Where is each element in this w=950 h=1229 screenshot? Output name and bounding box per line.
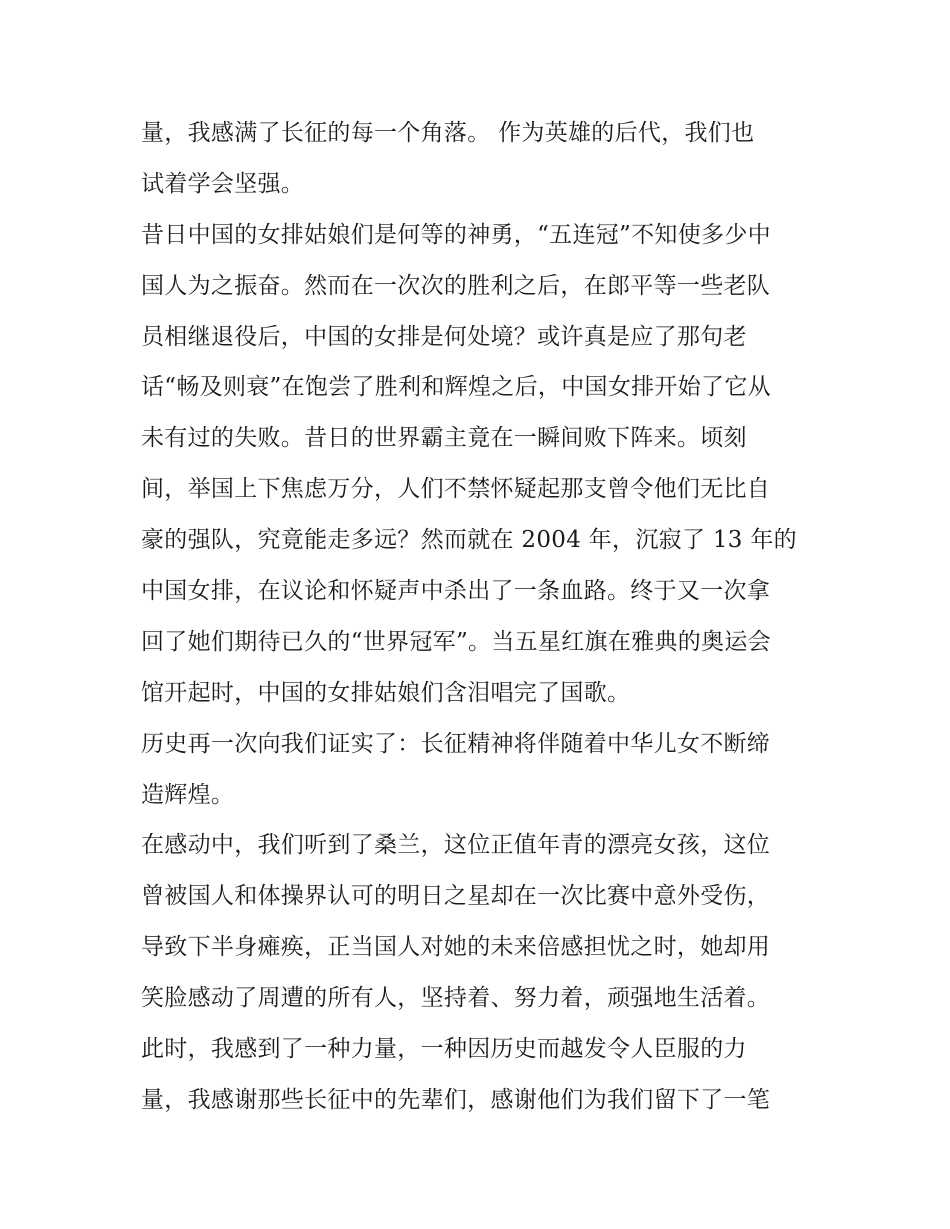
text-line: 历史再一次向我们证实了：长征精神将伴随着中华儿女不断缔 — [141, 730, 771, 757]
text-line: 造辉煌。 — [141, 781, 235, 808]
text-line: 未有过的失败。昔日的世界霸主竟在一瞬间败下阵来。顷刻 — [141, 425, 747, 452]
text-line: 回了她们期待已久的“世界冠军”。当五星红旗在雅典的奥运会 — [141, 628, 771, 655]
text-line: 在感动中，我们听到了桑兰，这位正值年青的漂亮女孩，这位 — [141, 832, 771, 859]
text-line: 笑脸感动了周遭的所有人，坚持着、努力着，顽强地生活着。 — [141, 985, 771, 1012]
text-line: 试着学会坚强。 — [141, 170, 305, 197]
text-line: 导致下半身瘫痪，正当国人对她的未来倍感担忧之时，她却用 — [141, 934, 771, 961]
text-line: 此时，我感到了一种力量，一种因历史而越发令人臣服的力 — [141, 1036, 747, 1063]
text-line: 量，我感谢那些长征中的先辈们，感谢他们为我们留下了一笔 — [141, 1086, 771, 1113]
text-line: 中国女排，在议论和怀疑声中杀出了一条血路。终于又一次拿 — [141, 578, 771, 605]
text-line: 话“畅及则衰”在饱尝了胜利和辉煌之后，中国女排开始了它从 — [141, 374, 771, 401]
text-line: 昔日中国的女排姑娘们是何等的神勇，“五连冠”不知使多少中 — [141, 221, 771, 248]
text-line: 量，我感满了长征的每一个角落。 作为英雄的后代，我们也 — [141, 120, 755, 146]
text-line: 国人为之振奋。然而在一次次的胜利之后，在郎平等一些老队 — [141, 272, 771, 299]
text-line: 豪的强队，究竟能走多远？然而就在 2004 年，沉寂了 13 年的 — [141, 527, 797, 554]
text-line: 员相继退役后，中国的女排是何处境？或许真是应了那句老 — [141, 323, 747, 350]
text-line: 间，举国上下焦虑万分，人们不禁怀疑起那支曾令他们无比自 — [141, 476, 771, 503]
text-line: 馆开起时，中国的女排姑娘们含泪唱完了国歌。 — [141, 679, 631, 706]
body-text — [141, 108, 821, 1126]
text-line: 曾被国人和体操界认可的明日之星却在一次比赛中意外受伤， — [141, 883, 771, 910]
